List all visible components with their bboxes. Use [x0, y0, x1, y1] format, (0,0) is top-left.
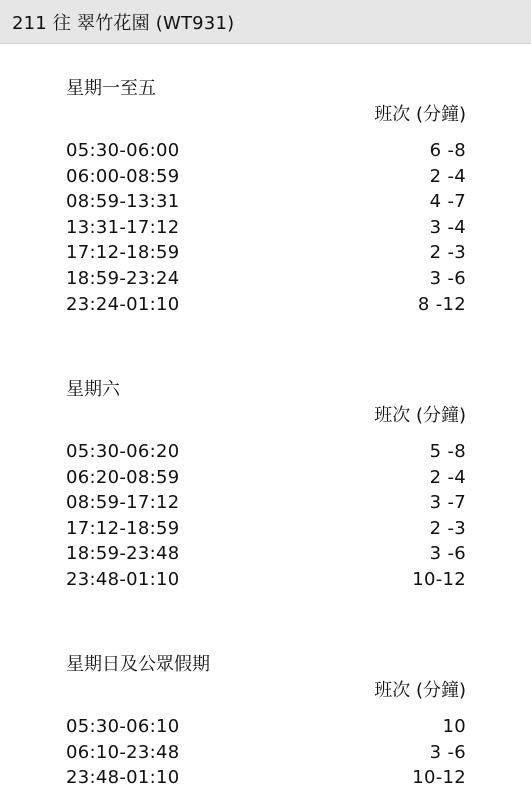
- schedule-row: [66, 240, 466, 266]
- time-range: 06:20-08:59: [66, 466, 180, 488]
- time-range: 23:48-01:10: [66, 767, 180, 789]
- frequency-value: 5 -8: [429, 441, 466, 462]
- frequency-value: 3 -4: [429, 216, 466, 238]
- route-title: 211 往 翠竹花園 (WT931): [12, 12, 235, 34]
- schedule-row: [66, 541, 466, 567]
- frequency-value: 10-12: [412, 767, 466, 789]
- schedule-row: [66, 164, 466, 190]
- frequency-value: 10-12: [412, 568, 466, 590]
- time-range: 05:30-06:10: [66, 716, 180, 737]
- frequency-value: 2 -4: [429, 165, 466, 187]
- time-range: 17:12-18:59: [66, 517, 180, 539]
- time-range: 18:59-23:24: [66, 267, 180, 289]
- page-header: [0, 0, 531, 44]
- time-range: 23:24-01:10: [66, 293, 180, 315]
- schedule-section-saturday: [66, 377, 466, 593]
- time-range: 08:59-13:31: [66, 191, 180, 213]
- frequency-value: 2 -3: [429, 242, 466, 264]
- schedule-row: [66, 516, 466, 542]
- frequency-column-header: 班次 (分鐘): [374, 405, 466, 426]
- time-range: 06:10-23:48: [66, 741, 180, 763]
- frequency-value: 3 -6: [429, 267, 466, 289]
- time-range: 18:59-23:48: [66, 543, 180, 565]
- frequency-value: 2 -4: [429, 466, 466, 488]
- frequency-column-header: 班次 (分鐘): [374, 104, 466, 125]
- frequency-value: 3 -6: [429, 741, 466, 763]
- section-title: 星期六: [66, 379, 120, 400]
- schedule-row: [66, 266, 466, 292]
- schedule-row: [66, 439, 466, 465]
- schedule-row: [66, 189, 466, 215]
- time-range: 05:30-06:00: [66, 140, 180, 161]
- section-title: 星期一至五: [66, 78, 156, 99]
- schedule-row: [66, 490, 466, 516]
- schedule-row: [66, 765, 466, 791]
- section-title: 星期日及公眾假期: [66, 654, 210, 675]
- schedule-row: [66, 567, 466, 593]
- schedule-section-weekdays: [66, 76, 466, 317]
- time-range: 23:48-01:10: [66, 568, 180, 590]
- schedule-row: [66, 215, 466, 241]
- time-range: 13:31-17:12: [66, 216, 180, 238]
- frequency-value: 2 -3: [429, 517, 466, 539]
- frequency-value: 3 -7: [429, 492, 466, 514]
- frequency-value: 10: [442, 716, 466, 737]
- time-range: 06:00-08:59: [66, 165, 180, 187]
- schedule-section-sunday-holidays: [66, 652, 466, 791]
- time-range: 05:30-06:20: [66, 441, 180, 462]
- schedule-row: [66, 740, 466, 766]
- frequency-column-header: 班次 (分鐘): [374, 680, 466, 701]
- time-range: 08:59-17:12: [66, 492, 180, 514]
- frequency-value: 4 -7: [429, 191, 466, 213]
- schedule-row: [66, 292, 466, 318]
- frequency-value: 8 -12: [417, 293, 466, 315]
- schedule-row: [66, 714, 466, 740]
- frequency-value: 6 -8: [429, 140, 466, 161]
- schedule-row: [66, 465, 466, 491]
- time-range: 17:12-18:59: [66, 242, 180, 264]
- schedule-row: [66, 138, 466, 164]
- frequency-value: 3 -6: [429, 543, 466, 565]
